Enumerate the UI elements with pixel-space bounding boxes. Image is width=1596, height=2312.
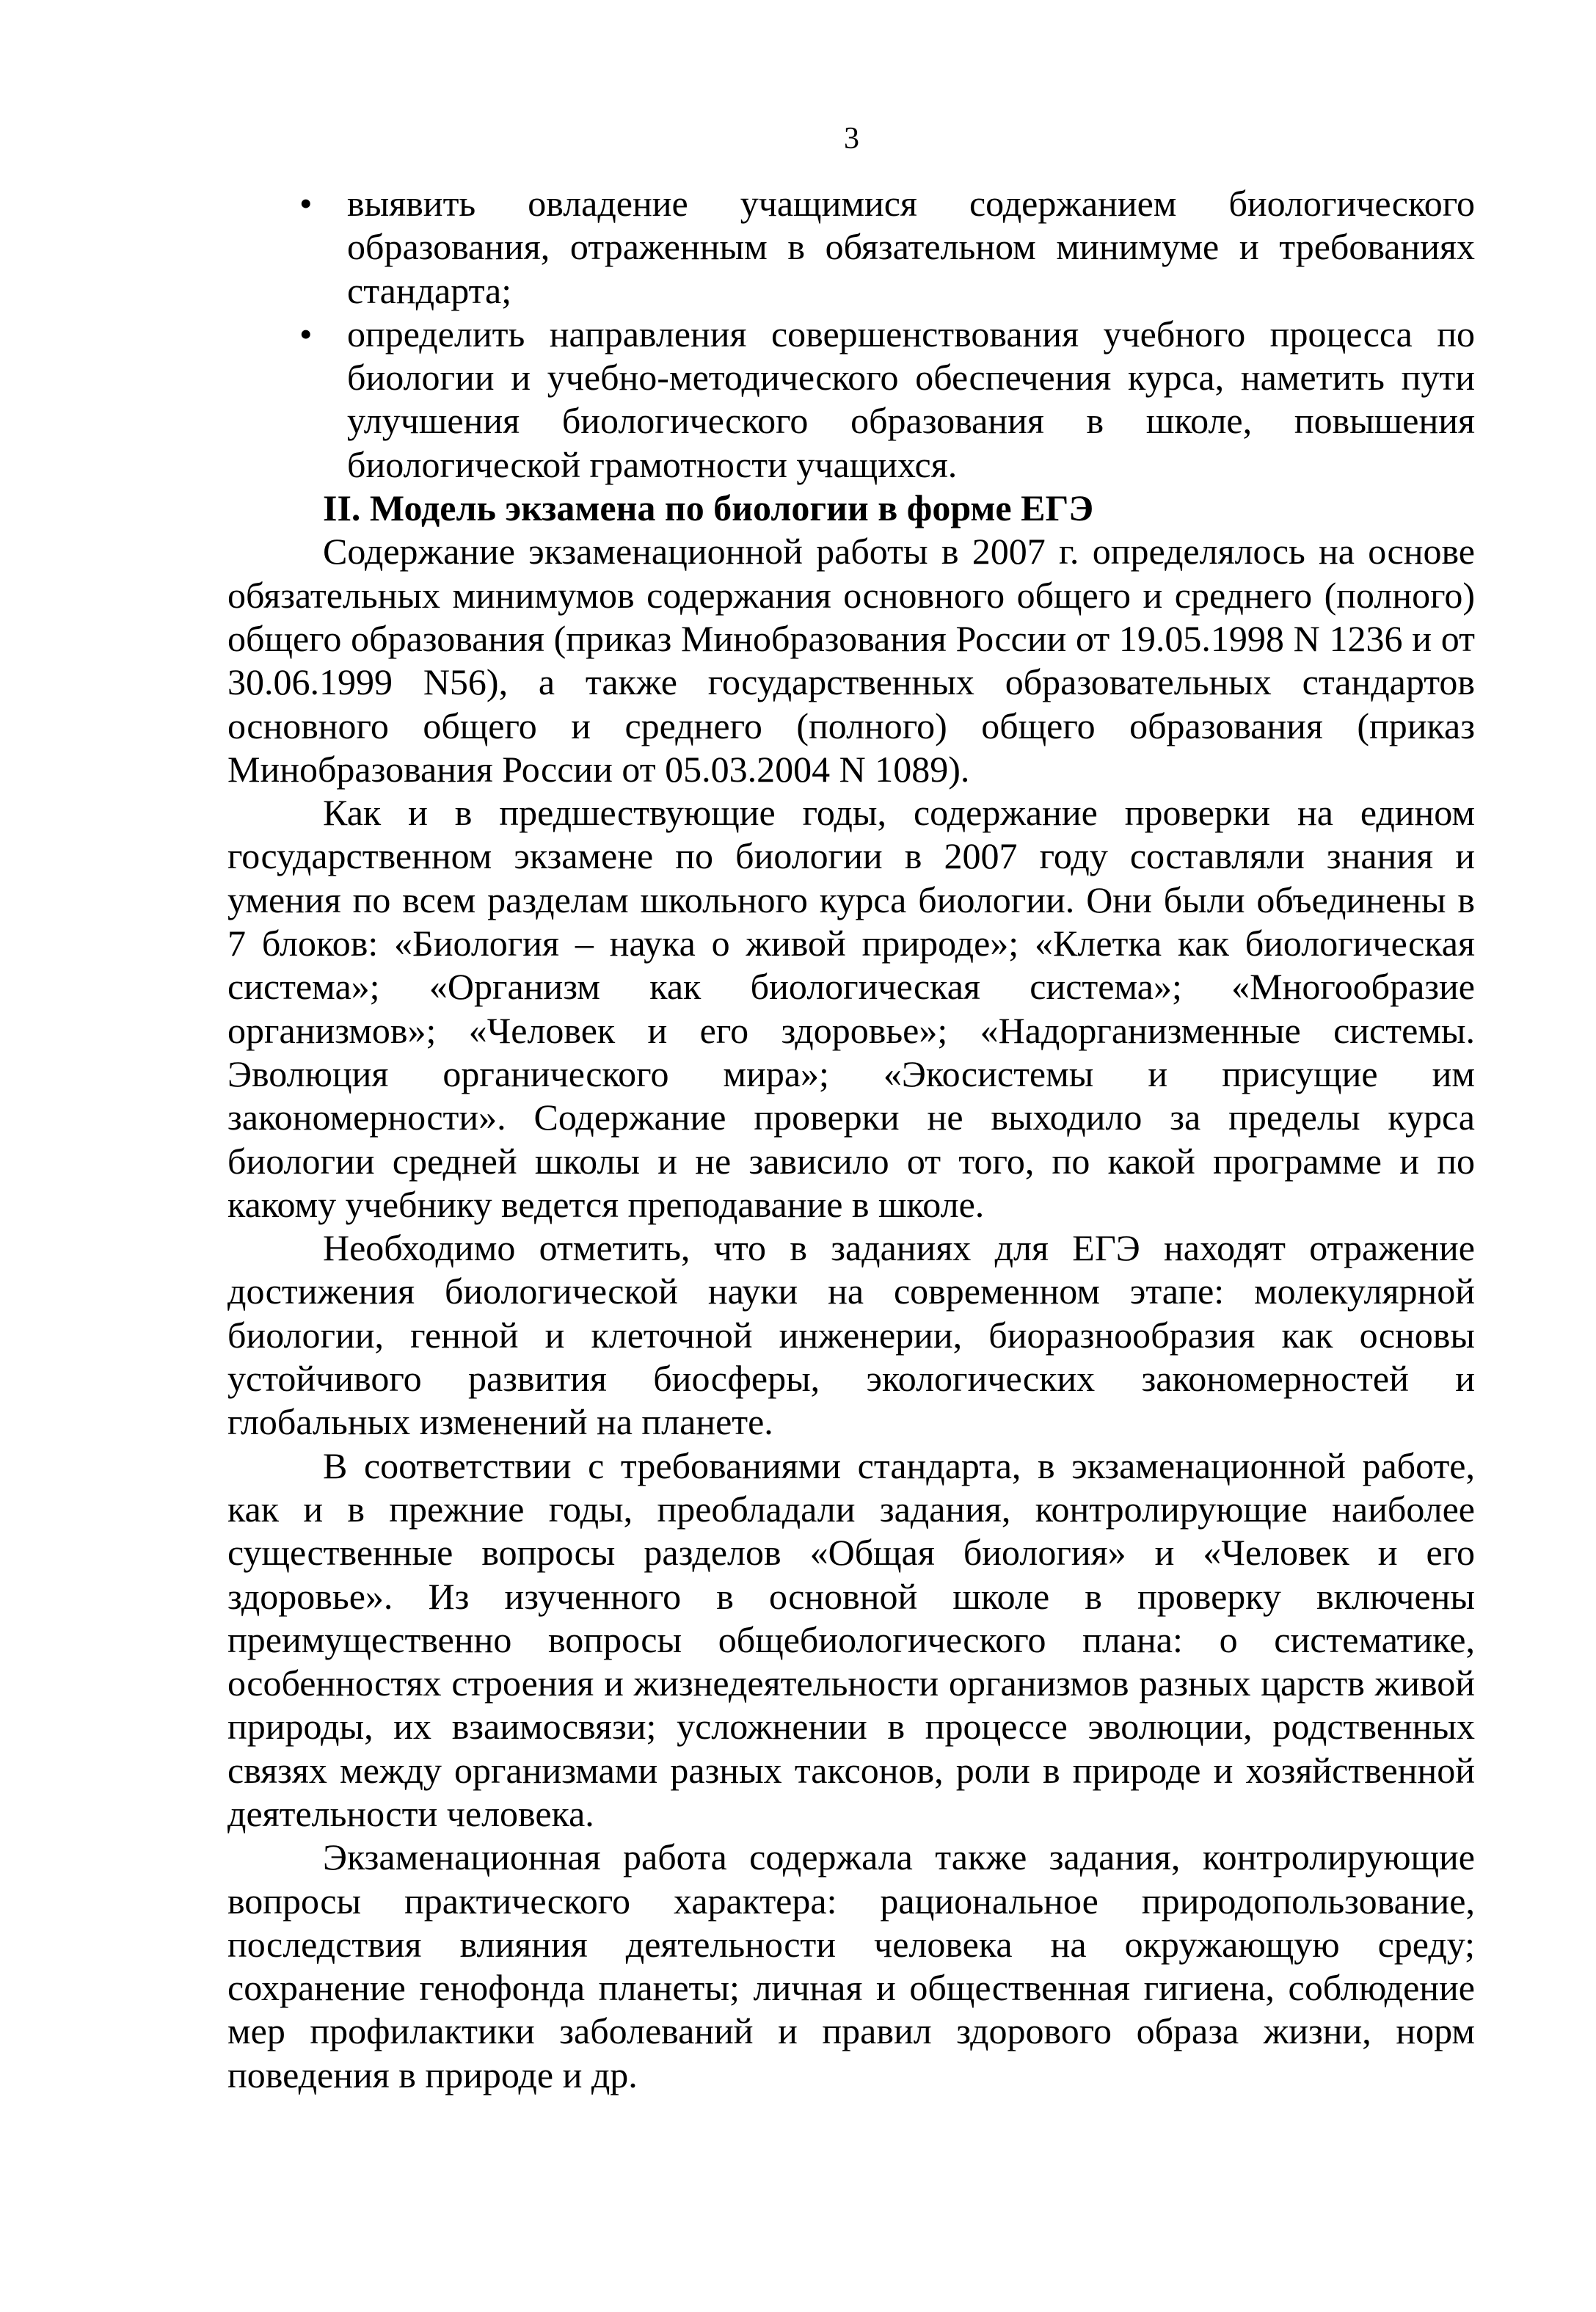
goals-bullet-list — [227, 182, 1475, 487]
bullet-item: • выявить овладение учащимися содержанием биологического образования, отраженным в обязательном минимуме и требованиях стандарта; — [227, 182, 1475, 313]
section-heading: II. Модель экзамена по биологии в форме ЕГЭ — [323, 487, 1094, 529]
body-paragraph: В соответствии с требованиями стандарта, в экзаменационной работе, как и в прежние годы, преобладали задания, контролирующие наиболее существенные вопросы разделов «Общая биология» и «Человек и его здоровье». Из изученного в основной школе в проверку включены преимущественно вопросы общебиологического плана: о систематике, особенностях строения и жизнедеятельности организмов разных царств живой природы, их взаимосвязи; усложнении в процессе эволюции, родственных связях между организмами разных таксонов, роли в природе и хозяйственной деятельности человека. — [227, 1444, 1475, 1834]
body-paragraph: Экзаменационная работа содержала также задания, контролирующие вопросы практического характера: рациональное природопользование, последствия влияния деятельности человека на окружающую среду; сохранение генофонда планеты; личная и общественная гигиена, соблюдение мер профилактики заболеваний и правил здорового образа жизни, норм поведения в природе и др. — [227, 1836, 1475, 2095]
bullet-item: • определить направления совершенствования учебного процесса по биологии и учебно-методического обеспечения курса, наметить пути улучшения биологического образования в школе, повышения биологической грамотности учащихся. — [227, 313, 1475, 487]
body-paragraph: Необходимо отметить, что в заданиях для ЕГЭ находят отражение достижения биологической науки на современном этапе: молекулярной биологии, генной и клеточной инженерии, биоразнообразия как основы устойчивого развития биосферы, экологических закономерностей и глобальных изменений на планете. — [227, 1227, 1475, 1443]
body-paragraph: Содержание экзаменационной работы в 2007 г. определялось на основе обязательных минимумов содержания основного общего и среднего (полного) общего образования (приказ Минобразования России от 19.05.1998 N 1236 и от 30.06.1999 N56), а также государственных образовательных стандартов основного общего и среднего (полного) общего образования (приказ Минобразования России от 05.03.2004 N 1089). — [227, 531, 1475, 790]
page-number: 3 — [844, 122, 859, 156]
page-content — [227, 182, 1475, 2097]
body-paragraph: Как и в предшествующие годы, содержание проверки на едином государственном экзамене по биологии в 2007 году составляли знания и умения по всем разделам школьного курса биологии. Они были объединены в 7 блоков: «Биология – наука о живой природе»; «Клетка как биологическая система»; «Организм как биологическая система»; «Многообразие организмов»; «Человек и его здоровье»; «Надорганизменные системы. Эволюция органического мира»; «Экосистемы и присущие им закономерности». Содержание проверки не выходило за пределы курса биологии средней школы и не зависило от того, по какой программе и по какому учебнику ведется преподавание в школе. — [227, 792, 1475, 1225]
